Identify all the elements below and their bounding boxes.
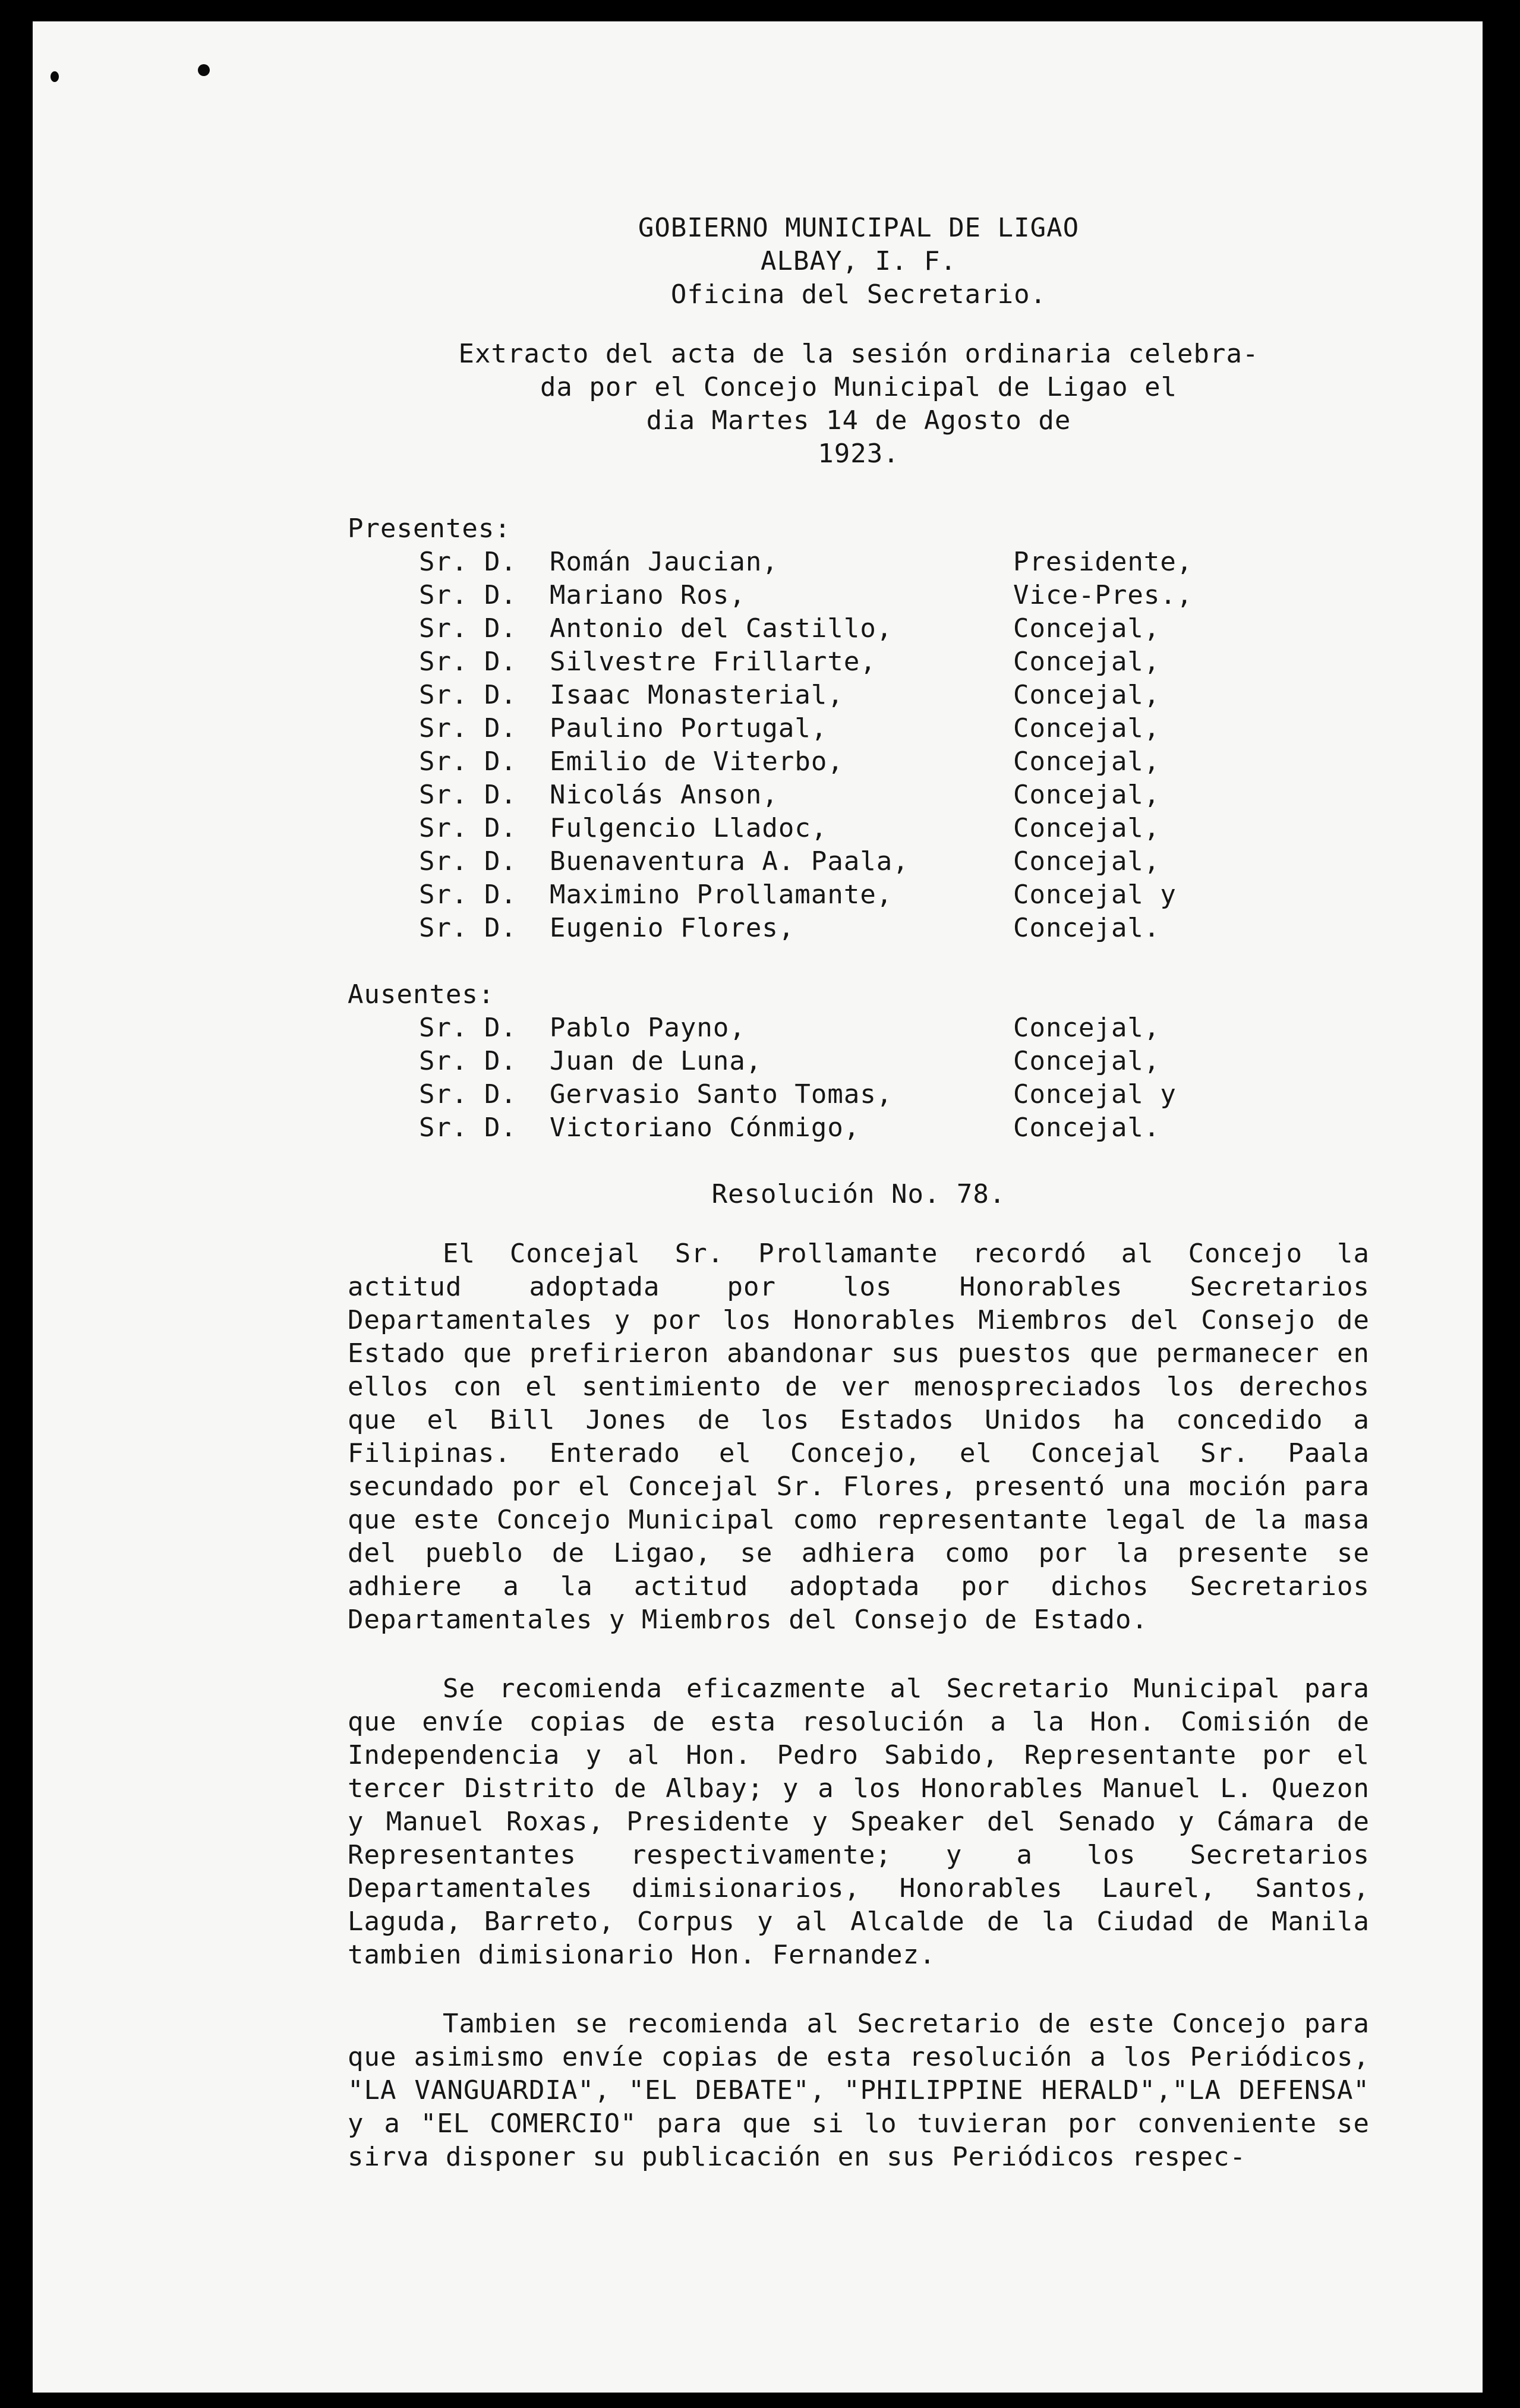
member-role: Concejal y bbox=[1013, 1079, 1177, 1110]
document-body bbox=[348, 212, 1370, 2210]
member-role: Concejal, bbox=[1013, 613, 1161, 644]
member-role: Concejal, bbox=[1013, 746, 1161, 777]
extract-year: 1923. bbox=[818, 439, 900, 469]
member-prefix: Sr. D. bbox=[419, 613, 517, 644]
session-extract bbox=[348, 338, 1370, 471]
extract-line-3: dia Martes 14 de Agosto de bbox=[646, 405, 1071, 436]
member-prefix: Sr. D. bbox=[419, 647, 517, 677]
member-name: Pablo Payno, bbox=[550, 1013, 746, 1043]
ink-speck-left bbox=[51, 71, 59, 82]
member-name: Eugenio Flores, bbox=[550, 913, 795, 943]
member-role: Concejal, bbox=[1013, 846, 1161, 877]
member-name: Román Jaucian, bbox=[550, 547, 778, 577]
member-row bbox=[348, 712, 1370, 745]
extract-line-1: Extracto del acta de la sesión ordinaria celebra- bbox=[458, 339, 1259, 369]
member-prefix: Sr. D. bbox=[419, 1079, 517, 1110]
member-row bbox=[348, 1111, 1370, 1145]
member-prefix: Sr. D. bbox=[419, 1013, 517, 1043]
resolution-paragraph-2: Se recomienda eficazmente al Secretario Municipal para que envíe copias de esta resolución a la Hon. Comisión de Independencia y al Hon. Pedro Sabido, Representante por el tercer Distrito de Albay; y a los Honorables Manuel L. Quezon y Manuel Roxas, Presidente y Speaker del Senado y Cámara de Representantes respectivamente; y a los Secretarios Departamentales dimisionarios, Honorables Laurel, Santos, Laguda, Barreto, Corpus y al Alcalde de la Ciudad de Manila tambien dimisionario Hon. Fernandez. bbox=[348, 1673, 1370, 1970]
member-name: Emilio de Viterbo, bbox=[550, 746, 844, 777]
member-row bbox=[348, 745, 1370, 778]
member-prefix: Sr. D. bbox=[419, 713, 517, 743]
member-role: Vice-Pres., bbox=[1013, 580, 1193, 610]
member-prefix: Sr. D. bbox=[419, 780, 517, 810]
member-name: Isaac Monasterial, bbox=[550, 680, 844, 710]
member-name: Antonio del Castillo, bbox=[550, 613, 893, 644]
member-row bbox=[348, 612, 1370, 645]
member-row bbox=[348, 1045, 1370, 1078]
extract-line-2: da por el Concejo Municipal de Ligao el bbox=[540, 372, 1178, 402]
member-row bbox=[348, 878, 1370, 912]
member-prefix: Sr. D. bbox=[419, 813, 517, 843]
member-row bbox=[348, 679, 1370, 712]
member-prefix: Sr. D. bbox=[419, 880, 517, 910]
resolution-paragraph-3: Tambien se recomienda al Secretario de este Concejo para que asimismo envíe copias de esta resolución a los Periódicos, "LA VANGUARDIA", "EL DEBATE", "PHILIPPINE HERALD","LA DEFENSA" y a "EL COMERCIO" para que si lo tuvieran por conveniente se sirva disponer su publicación en sus Periódicos respec- bbox=[348, 2009, 1370, 2172]
member-role: Concejal, bbox=[1013, 780, 1161, 810]
member-prefix: Sr. D. bbox=[419, 846, 517, 877]
member-role: Concejal, bbox=[1013, 1013, 1161, 1043]
member-row bbox=[348, 645, 1370, 679]
ausentes-list bbox=[348, 1011, 1370, 1145]
member-row bbox=[348, 778, 1370, 812]
member-name: Victoriano Cónmigo, bbox=[550, 1112, 860, 1143]
member-role: Concejal, bbox=[1013, 1046, 1161, 1076]
member-name: Mariano Ros, bbox=[550, 580, 746, 610]
member-row bbox=[348, 812, 1370, 845]
member-row bbox=[348, 1078, 1370, 1111]
member-prefix: Sr. D. bbox=[419, 680, 517, 710]
presentes-list bbox=[348, 546, 1370, 945]
member-prefix: Sr. D. bbox=[419, 1112, 517, 1143]
member-name: Buenaventura A. Paala, bbox=[550, 846, 909, 877]
member-row bbox=[348, 579, 1370, 612]
resolution-title: Resolución No. 78. bbox=[711, 1179, 1006, 1209]
member-name: Paulino Portugal, bbox=[550, 713, 828, 743]
member-role: Concejal. bbox=[1013, 1112, 1161, 1143]
presentes-label: Presentes: bbox=[348, 513, 511, 544]
member-prefix: Sr. D. bbox=[419, 1046, 517, 1076]
member-name: Gervasio Santo Tomas, bbox=[550, 1079, 893, 1110]
member-row bbox=[348, 912, 1370, 945]
member-prefix: Sr. D. bbox=[419, 547, 517, 577]
member-row bbox=[348, 546, 1370, 579]
member-role: Concejal. bbox=[1013, 913, 1161, 943]
member-row bbox=[348, 845, 1370, 878]
member-prefix: Sr. D. bbox=[419, 580, 517, 610]
member-role: Concejal, bbox=[1013, 647, 1161, 677]
ausentes-label: Ausentes: bbox=[348, 979, 495, 1010]
member-role: Concejal, bbox=[1013, 713, 1161, 743]
province-line: ALBAY, I. F. bbox=[761, 246, 957, 276]
member-name: Maximino Prollamante, bbox=[550, 880, 893, 910]
member-role: Presidente, bbox=[1013, 547, 1193, 577]
ink-speck-right bbox=[198, 64, 210, 76]
member-name: Nicolás Anson, bbox=[550, 780, 778, 810]
letterhead bbox=[348, 212, 1370, 311]
resolution-paragraph-1: El Concejal Sr. Prollamante recordó al Concejo la actitud adoptada por los Honorables Secretarios Departamentales y por los Honorables Miembros del Consejo de Estado que prefirieron abandonar sus puestos que permanecer en ellos con el sentimiento de ver menospreciados los derechos que el Bill Jones de los Estados Unidos ha concedido a Filipinas. Enterado el Concejo, el Concejal Sr. Paala secundado por el Concejal Sr. Flores, presentó una moción para que este Concejo Municipal como representante legal de la masa del pueblo de Ligao, se adhiera como por la presente se adhiere a la actitud adoptada por dichos Secretarios Departamentales y Miembros del Consejo de Estado. bbox=[348, 1238, 1370, 1635]
member-row bbox=[348, 1011, 1370, 1045]
document-page bbox=[33, 21, 1483, 2393]
member-name: Fulgencio Lladoc, bbox=[550, 813, 828, 843]
municipality-title: GOBIERNO MUNICIPAL DE LIGAO bbox=[638, 213, 1080, 243]
member-role: Concejal y bbox=[1013, 880, 1177, 910]
office-line: Oficina del Secretario. bbox=[670, 279, 1047, 310]
member-role: Concejal, bbox=[1013, 813, 1161, 843]
member-role: Concejal, bbox=[1013, 680, 1161, 710]
member-name: Silvestre Frillarte, bbox=[550, 647, 876, 677]
member-prefix: Sr. D. bbox=[419, 913, 517, 943]
member-prefix: Sr. D. bbox=[419, 746, 517, 777]
member-name: Juan de Luna, bbox=[550, 1046, 762, 1076]
